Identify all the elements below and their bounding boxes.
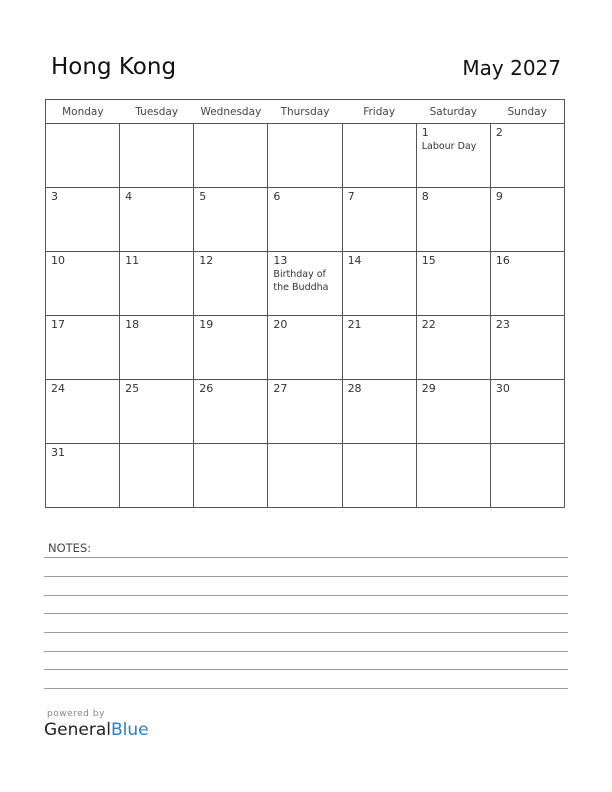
day-cell — [342, 252, 416, 316]
powered-by-text: powered by — [47, 709, 105, 719]
note-line — [44, 595, 568, 596]
note-line — [44, 576, 568, 577]
day-cell — [490, 188, 564, 252]
day-cell — [342, 444, 416, 508]
brand-general: General — [44, 720, 111, 740]
day-cell — [490, 380, 564, 444]
note-line — [44, 651, 568, 652]
day-cell — [416, 444, 490, 508]
day-cell — [46, 252, 120, 316]
day-number: 27 — [273, 382, 288, 395]
day-number: 31 — [51, 446, 65, 459]
day-number: 22 — [421, 318, 436, 331]
note-line — [44, 632, 568, 633]
day-cell — [416, 252, 490, 316]
brand-blue: Blue — [111, 720, 149, 740]
day-number: 1 — [421, 126, 429, 139]
day-number: 16 — [495, 254, 510, 267]
day-cell — [120, 444, 194, 508]
day-cell — [194, 252, 268, 316]
day-cell — [120, 316, 194, 380]
day-number: 4 — [125, 190, 133, 203]
day-cell — [490, 316, 564, 380]
weekday-tuesday: Tuesday — [120, 100, 194, 124]
note-line — [44, 557, 568, 558]
day-number: 10 — [51, 254, 65, 267]
day-cell — [268, 252, 342, 316]
note-line — [44, 613, 568, 614]
day-cell — [490, 252, 564, 316]
day-cell — [120, 380, 194, 444]
day-number: 5 — [199, 190, 207, 203]
day-number: 9 — [495, 190, 503, 203]
day-cell — [194, 124, 268, 188]
day-cell — [194, 316, 268, 380]
weekday-header-row — [46, 100, 565, 124]
day-number: 19 — [199, 318, 214, 331]
day-number: 14 — [347, 254, 362, 267]
note-line — [44, 669, 568, 670]
day-cell — [120, 188, 194, 252]
day-cell — [342, 188, 416, 252]
month-year-title: May 2027 — [462, 56, 561, 80]
day-number: 17 — [51, 318, 65, 331]
day-number: 24 — [51, 382, 65, 395]
week-row — [46, 124, 565, 188]
day-cell — [490, 444, 564, 508]
day-cell — [490, 124, 564, 188]
day-number: 15 — [421, 254, 436, 267]
day-cell — [268, 380, 342, 444]
day-number: 21 — [347, 318, 362, 331]
day-number: 18 — [125, 318, 140, 331]
day-cell — [120, 252, 194, 316]
week-row — [46, 252, 565, 316]
day-cell — [342, 124, 416, 188]
day-number: 26 — [199, 382, 214, 395]
week-row — [46, 316, 565, 380]
day-number: 23 — [495, 318, 510, 331]
day-cell — [268, 316, 342, 380]
day-cell — [46, 444, 120, 508]
week-row — [46, 380, 565, 444]
weekday-friday: Friday — [342, 100, 416, 124]
day-cell — [46, 188, 120, 252]
day-number: 6 — [273, 190, 281, 203]
day-cell — [46, 380, 120, 444]
day-cell — [46, 124, 120, 188]
day-number: 8 — [421, 190, 429, 203]
day-number: 3 — [51, 190, 58, 203]
day-number: 30 — [495, 382, 510, 395]
weekday-thursday: Thursday — [268, 100, 342, 124]
weekday-saturday: Saturday — [416, 100, 490, 124]
day-cell — [194, 380, 268, 444]
weekday-sunday: Sunday — [490, 100, 564, 124]
holiday-label: Labour Day — [421, 141, 477, 152]
week-row — [46, 444, 565, 508]
weekday-wednesday: Wednesday — [194, 100, 268, 124]
day-cell — [268, 188, 342, 252]
day-cell — [120, 124, 194, 188]
day-number: 25 — [125, 382, 140, 395]
calendar-grid — [45, 99, 565, 508]
day-number: 2 — [495, 126, 503, 139]
day-cell — [416, 188, 490, 252]
day-number: 12 — [199, 254, 214, 267]
day-cell — [416, 380, 490, 444]
country-title: Hong Kong — [51, 54, 177, 80]
day-cell — [194, 188, 268, 252]
day-number: 28 — [347, 382, 362, 395]
day-cell — [342, 380, 416, 444]
holiday-label: Birthday of the Buddha — [273, 269, 329, 293]
day-cell — [46, 316, 120, 380]
notes-label: NOTES: — [48, 541, 92, 555]
day-number: 7 — [347, 190, 355, 203]
day-number: 13 — [273, 254, 288, 267]
weekday-monday: Monday — [46, 100, 120, 124]
week-row — [46, 188, 565, 252]
day-cell — [342, 316, 416, 380]
day-cell — [268, 444, 342, 508]
day-number: 11 — [125, 254, 140, 267]
day-number: 20 — [273, 318, 288, 331]
day-cell — [194, 444, 268, 508]
day-cell — [268, 124, 342, 188]
day-number: 29 — [421, 382, 436, 395]
note-line — [44, 688, 568, 689]
brand-logo — [44, 720, 149, 740]
day-cell — [416, 124, 490, 188]
day-cell — [416, 316, 490, 380]
